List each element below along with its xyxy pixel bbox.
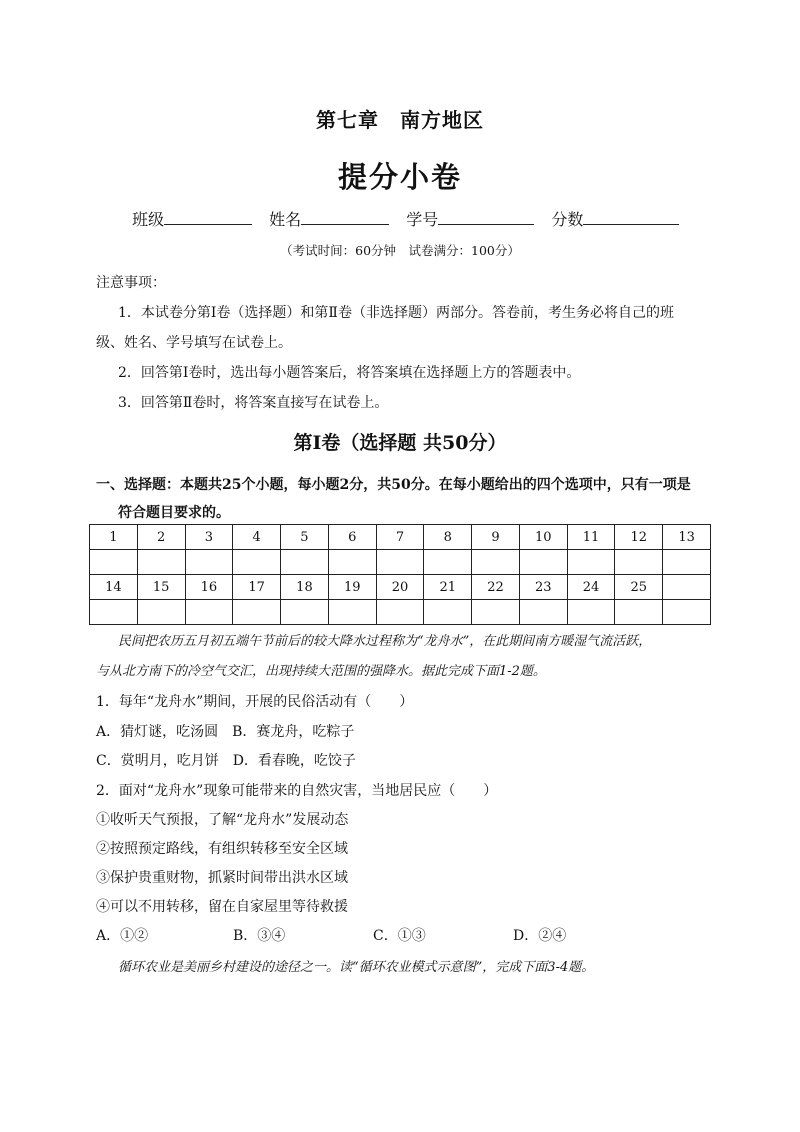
section-intro-line2: 符合题目要求的。 [118,505,230,521]
answer-cell[interactable] [328,550,376,575]
class-blank[interactable] [164,210,252,225]
answer-cell[interactable] [137,600,185,625]
answer-cell[interactable] [376,600,424,625]
answer-number: 6 [328,525,376,550]
answer-cell[interactable] [185,550,233,575]
q2-statement-1: ①收听天气预报，了解“龙舟水”发展动态 [96,812,349,828]
answer-number: 21 [424,575,472,600]
notice-item-2: 2．回答第Ⅰ卷时，选出每小题答案后，将答案填在选择题上方的答题表中。 [118,365,581,381]
answer-table-blank-row [90,600,711,625]
answer-number: 18 [281,575,329,600]
answer-number: 9 [472,525,520,550]
answer-number: 12 [615,525,663,550]
answer-cell[interactable] [90,600,138,625]
score-field [551,207,679,230]
number-label: 学号 [406,210,439,229]
q2-statement-4: ④可以不用转移，留在自家屋里等待救援 [96,899,348,915]
answer-number: 25 [615,575,663,600]
passage1-line1: 民间把农历五月初五端午节前后的较大降水过程称为“龙舟水”，在此期间南方暖湿气流活跃， [118,634,652,649]
class-field [132,207,252,230]
exam-time: （考试时间：60分钟 试卷满分：100分） [280,243,520,258]
answer-number: 7 [376,525,424,550]
answer-number: 16 [185,575,233,600]
answer-cell[interactable] [137,550,185,575]
answer-number: 20 [376,575,424,600]
answer-number: 4 [233,525,281,550]
answer-table-number-row [90,575,711,600]
answer-number: 2 [137,525,185,550]
passage2: 循环农业是美丽乡村建设的途径之一。读“循环农业模式示意图”，完成下面3-4题。 [118,960,595,975]
name-field [269,207,389,230]
passage1-line2: 与从北方南下的冷空气交汇，出现持续大范围的强降水。据此完成下面1-2题。 [96,664,546,679]
answer-cell[interactable] [376,550,424,575]
answer-cell[interactable] [424,550,472,575]
answer-number [663,575,711,600]
answer-cell[interactable] [233,600,281,625]
answer-cell[interactable] [233,550,281,575]
answer-cell[interactable] [519,550,567,575]
answer-table [89,524,711,625]
answer-cell[interactable] [185,600,233,625]
notice-heading: 注意事项： [96,275,166,291]
answer-cell[interactable] [615,550,663,575]
page-title: 提分小卷 [337,160,462,194]
answer-cell[interactable] [567,550,615,575]
answer-number: 19 [328,575,376,600]
score-label: 分数 [551,210,584,229]
name-blank[interactable] [301,210,389,225]
class-label: 班级 [132,210,165,229]
section-title: 第Ⅰ卷（选择题 共50分） [293,432,507,454]
q2-statement-3: ③保护贵重财物，抓紧时间带出洪水区域 [96,870,348,886]
answer-number: 22 [472,575,520,600]
answer-number: 14 [90,575,138,600]
q2-statement-2: ②按照预定路线，有组织转移至安全区域 [96,841,348,857]
answer-number: 23 [519,575,567,600]
q1-options-row1: A．猜灯谜，吃汤圆 B．赛龙舟，吃粽子 [96,724,355,740]
answer-cell[interactable] [328,600,376,625]
answer-number: 1 [90,525,138,550]
section-intro-line1: 一、选择题：本题共25个小题，每小题2分，共50分。在每小题给出的四个选项中，只有一项是 [96,477,691,493]
answer-table-blank-row [90,550,711,575]
q2-option-b: B．③④ [233,928,286,944]
q2-option-d: D．②④ [513,928,567,944]
answer-cell[interactable] [281,600,329,625]
answer-cell[interactable] [90,550,138,575]
answer-number: 10 [519,525,567,550]
answer-number: 5 [281,525,329,550]
answer-cell[interactable] [663,600,711,625]
answer-number: 13 [663,525,711,550]
answer-number: 24 [567,575,615,600]
notice-item-1-cont: 级、姓名、学号填写在试卷上。 [96,335,292,351]
answer-number: 11 [567,525,615,550]
notice-item-3: 3．回答第Ⅱ卷时，将答案直接写在试卷上。 [118,395,389,411]
q2-option-c: C．①③ [373,928,426,944]
q1-options-row2: C．赏明月，吃月饼 D．看春晚，吃饺子 [96,753,356,769]
answer-number: 3 [185,525,233,550]
chapter-title: 第七章 南方地区 [316,108,484,132]
q2-option-a: A．①② [96,928,149,944]
q2-stem: 2．面对“龙舟水”现象可能带来的自然灾害，当地居民应（ ） [96,783,498,799]
answer-number: 8 [424,525,472,550]
answer-cell[interactable] [281,550,329,575]
name-label: 姓名 [269,210,302,229]
number-blank[interactable] [438,210,534,225]
answer-cell[interactable] [663,550,711,575]
answer-cell[interactable] [519,600,567,625]
answer-cell[interactable] [472,600,520,625]
answer-cell[interactable] [567,600,615,625]
student-info-row [132,207,691,230]
q1-stem: 1．每年“龙舟水”期间，开展的民俗活动有（ ） [96,694,414,710]
answer-cell[interactable] [472,550,520,575]
answer-number: 15 [137,575,185,600]
answer-cell[interactable] [424,600,472,625]
answer-number: 17 [233,575,281,600]
notice-item-1: 1．本试卷分第Ⅰ卷（选择题）和第Ⅱ卷（非选择题）两部分。答卷前，考生务必将自己的班 [118,305,674,321]
score-blank[interactable] [583,210,679,225]
answer-table-number-row [90,525,711,550]
answer-cell[interactable] [615,600,663,625]
number-field [406,207,534,230]
